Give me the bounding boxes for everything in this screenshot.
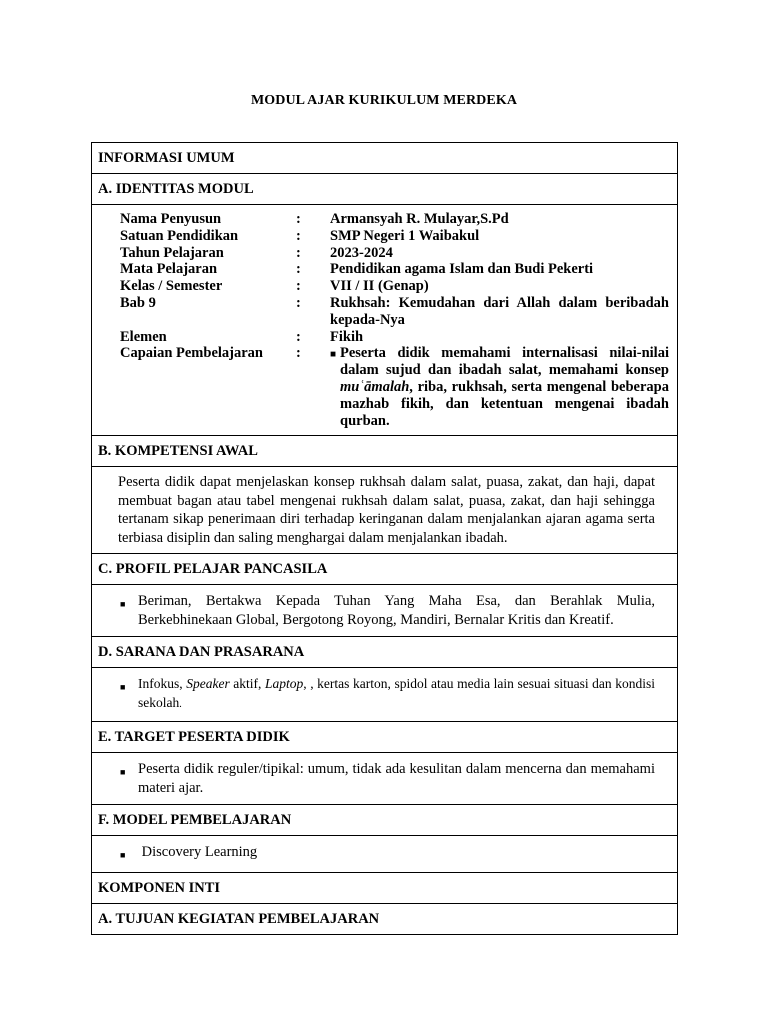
capaian-label: Capaian Pembelajaran (120, 345, 263, 362)
model-cell (92, 836, 678, 873)
model-text: Discovery Learning (138, 844, 258, 861)
identitas-label: Kelas / Semester (120, 278, 223, 295)
identitas-value: 2023-2024 (330, 244, 393, 261)
sarana-text: Infokus, Speaker aktif, Laptop, , kertas karton, spidol atau media lain sesuai situasi dan kondisi sekolah. (138, 676, 656, 710)
module-table (91, 142, 678, 935)
identitas-separator: : (296, 278, 301, 295)
identitas-value: SMP Negeri 1 Waibakul (330, 227, 480, 244)
square-bullet-icon: ■ (120, 682, 126, 693)
sarana-list-item (120, 675, 655, 714)
header-model-pembelajaran: F. MODEL PEMBELAJARAN (92, 805, 678, 836)
document-title: MODUL AJAR KURIKULUM MERDEKA (250, 93, 518, 108)
identitas-label: Elemen (120, 328, 167, 345)
identitas-separator: : (296, 261, 301, 278)
identitas-grid (120, 211, 669, 345)
header-komponen-inti: KOMPONEN INTI (92, 872, 678, 903)
header-informasi-umum: INFORMASI UMUM (92, 143, 678, 174)
header-kompetensi-awal: B. KOMPETENSI AWAL (92, 436, 678, 467)
capaian-value (330, 345, 669, 429)
header-tujuan-kegiatan: A. TUJUAN KEGIATAN PEMBELAJARAN (92, 903, 678, 934)
header-profil-pelajar: C. PROFIL PELAJAR PANCASILA (92, 554, 678, 585)
model-list-item (120, 843, 655, 865)
identitas-separator: : (296, 227, 301, 244)
square-bullet-icon: ■ (120, 850, 126, 861)
identitas-separator: : (296, 328, 301, 345)
square-bullet-icon: ■ (120, 767, 126, 778)
identitas-separator: : (296, 294, 301, 311)
identitas-value: Armansyah R. Mulayar,S.Pd (330, 211, 509, 227)
identitas-separator: : (296, 244, 301, 261)
identitas-label: Satuan Pendidikan (120, 227, 239, 244)
square-bullet-icon: ■ (120, 599, 126, 610)
capaian-separator: : (296, 345, 301, 362)
identitas-cell (92, 205, 678, 436)
profil-cell (92, 585, 678, 637)
target-cell (92, 753, 678, 805)
identitas-label: Nama Penyusun (120, 211, 222, 227)
identitas-label: Tahun Pelajaran (120, 244, 224, 261)
identitas-value: Fikih (330, 328, 364, 345)
identitas-separator: : (296, 211, 301, 227)
identitas-value: VII / II (Genap) (330, 278, 429, 295)
identitas-value: Rukhsah: Kemudahan dari Allah dalam beribadah kepada-Nya (330, 294, 669, 328)
capaian-row (120, 345, 669, 429)
capaian-text: Peserta didik memahami internalisasi nilai-nilai dalam sujud dan ibadah salat, memahami konsep muʿāmalah, riba, rukhsah, serta mengenal beberapa mazhab fikih, dan ketentuan mengenai ibadah qurban. (340, 345, 669, 429)
kompetensi-text: Peserta didik dapat menjelaskan konsep rukhsah dalam salat, puasa, zakat, dan haji, dapat membuat bagan atau tabel mengenai rukhsah dalam salat, puasa, zakat, dan haji sehingga tertanam sikap penerimaan diri terhadap keringanan dalam menjalankan ajaran agama serta terbiasa disiplin dan saling menghargai dalam menjalankan ibadah. (92, 467, 678, 554)
square-bullet-icon: ■ (330, 349, 337, 361)
profil-list-item (120, 592, 655, 629)
target-list-item (120, 760, 655, 797)
identitas-label: Bab 9 (120, 294, 156, 311)
profil-text: Beriman, Bertakwa Kepada Tuhan Yang Maha Esa, dan Berahlak Mulia, Berkebhinekaan Global, Bergotong Royong, Mandiri, Bernalar Kritis dan Kreatif. (138, 593, 655, 628)
identitas-label: Mata Pelajaran (120, 261, 218, 278)
header-target-peserta: E. TARGET PESERTA DIDIK (92, 722, 678, 753)
identitas-value: Pendidikan agama Islam dan Budi Pekerti (330, 261, 594, 278)
header-sarana-prasarana: D. SARANA DAN PRASARANA (92, 637, 678, 668)
sarana-cell (92, 668, 678, 722)
target-text: Peserta didik reguler/tipikal: umum, tidak ada kesulitan dalam mencerna dan memahami materi ajar. (138, 761, 655, 796)
header-identitas-modul: A. IDENTITAS MODUL (92, 174, 678, 205)
